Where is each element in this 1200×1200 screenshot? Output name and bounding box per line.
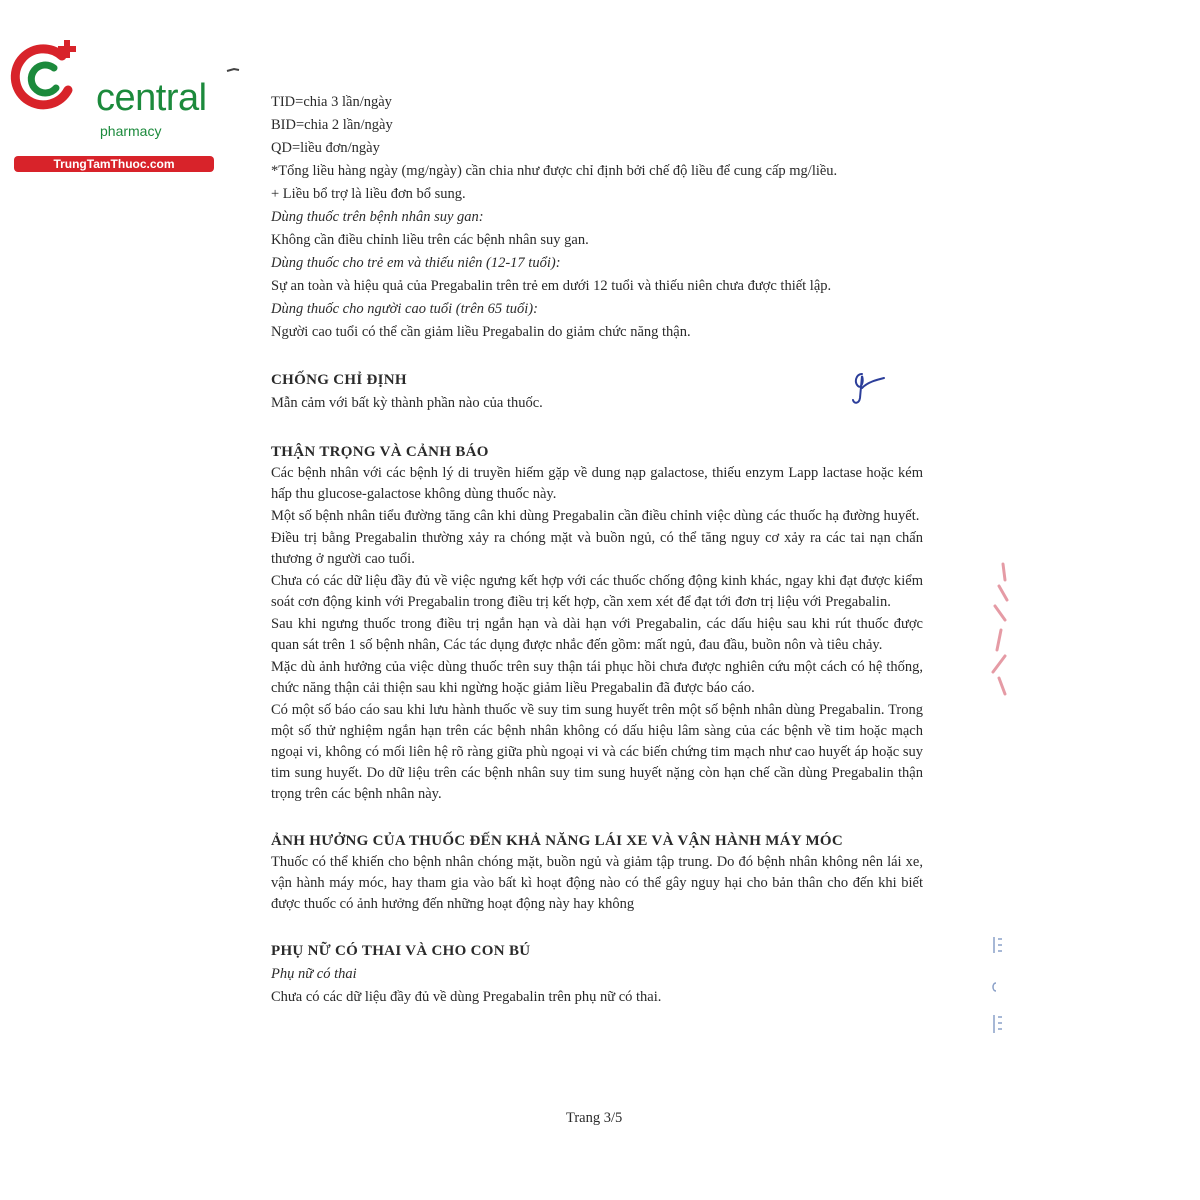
pregnancy-heading: PHỤ NỮ CÓ THAI VÀ CHO CON BÚ xyxy=(271,943,531,959)
children-text: Sự an toàn và hiệu quả của Pregabalin trên trẻ em dưới 12 tuổi và thiếu niên chưa được thiết lập. xyxy=(271,278,832,294)
warning-paragraph: Một số bệnh nhân tiểu đường tăng cân khi dùng Pregabalin cần điều chỉnh việc dùng các thuốc hạ đường huyết. xyxy=(271,508,920,524)
qd-line: QD=liều đơn/ngày xyxy=(271,140,380,156)
warning-paragraph: Chưa có các dữ liệu đầy đủ về việc ngưng kết hợp với các thuốc chống động kinh khác, ngay khi đạt được kiểm soát cơn động kinh với Pregabalin trong điều trị kết hợp, cần xem xét để đạt tới đơn trị liệu với Pregabalin. xyxy=(271,573,923,610)
warning-paragraph: Sau khi ngưng thuốc trong điều trị ngắn hạn và dài hạn với Pregabalin, các dấu hiệu sau khi rút thuốc được quan sát trên 1 số bệnh nhân, Các tác dụng được nhắc đến gồm: mất ngủ, đau đầu, buồn nôn và tiêu chảy. xyxy=(271,616,923,653)
brand-name: central xyxy=(96,77,207,119)
pregnancy-text: Chưa có các dữ liệu đầy đủ về dùng Pregabalin trên phụ nữ có thai. xyxy=(271,989,662,1005)
contraindications-heading: CHỐNG CHỈ ĐỊNH xyxy=(271,372,407,388)
signature-icon xyxy=(848,368,892,408)
pharmacy-logo xyxy=(10,38,220,171)
warning-paragraph: Có một số báo cáo sau khi lưu hành thuốc về suy tim sung huyết trên một số bệnh nhân dùng Pregabalin. Trong một số thử nghiệm ngắn hạn trên các bệnh nhân không có dấu hiệu lâm sàng của các bệnh về tim hoặc mạch ngoại vi, không có mối liên hệ rõ ràng giữa phù ngoại vi và các biến chứng tim mạch như cao huyết áp hoặc suy tim sung huyết. Do dữ liệu trên các bệnh nhân suy tim sung huyết nặng còn hạn chế cần dùng Pregabalin thận trọng trên các bệnh nhân này. xyxy=(271,702,923,802)
stamp-mark-icon xyxy=(975,560,1011,700)
elderly-text: Người cao tuổi có thể cần giảm liều Pregabalin do giảm chức năng thận. xyxy=(271,324,691,340)
driving-text: Thuốc có thể khiến cho bệnh nhân chóng mặt, buồn ngủ và giảm tập trung. Do đó bệnh nhân không nên lái xe, vận hành máy móc, hay tham gia vào bất kì hoạt động nào có thể gây nguy hại cho bản thân cho đến khi biết được thuốc có ảnh hưởng đến những hoạt động này hay không xyxy=(271,854,923,912)
supplement-dose-note: + Liều bổ trợ là liều đơn bổ sung. xyxy=(271,186,466,202)
driving-heading: ẢNH HƯỞNG CỦA THUỐC ĐẾN KHẢ NĂNG LÁI XE VÀ VẬN HÀNH MÁY MÓC xyxy=(271,833,844,849)
liver-text: Không cần điều chỉnh liều trên các bệnh nhân suy gan. xyxy=(271,232,589,248)
document-body xyxy=(271,92,923,1008)
scan-mark-icon xyxy=(226,66,240,74)
children-subheading: Dùng thuốc cho trẻ em và thiếu niên (12-17 tuổi): xyxy=(271,255,561,271)
bid-line: BID=chia 2 lần/ngày xyxy=(271,117,393,133)
warnings-heading: THẬN TRỌNG VÀ CẢNH BÁO xyxy=(271,444,489,460)
warning-paragraph: Điều trị bằng Pregabalin thường xảy ra chóng mặt và buồn ngủ, có thể tăng nguy cơ xảy ra các tai nạn chấn thương ở người cao tuổi. xyxy=(271,530,923,567)
warning-paragraph: Mặc dù ảnh hưởng của việc dùng thuốc trên suy thận tái phục hồi chưa được nghiên cứu một cách có hệ thống, chức năng thận cải thiện sau khi ngừng hoặc giảm liều Pregabalin đã được báo cáo. xyxy=(271,659,923,696)
central-pharmacy-logo-icon xyxy=(10,38,94,118)
liver-subheading: Dùng thuốc trên bệnh nhân suy gan: xyxy=(271,209,484,225)
total-dose-note: *Tổng liều hàng ngày (mg/ngày) cần chia như được chỉ định bởi chế độ liều để cung cấp mg/liều. xyxy=(271,163,838,179)
brand-subtitle: pharmacy xyxy=(100,123,162,139)
warning-paragraph: Các bệnh nhân với các bệnh lý di truyền hiếm gặp về dung nạp galactose, thiếu enzym Lapp lactase hoặc kém hấp thu glucose-galactose không dùng thuốc này. xyxy=(271,465,923,502)
pregnancy-subheading: Phụ nữ có thai xyxy=(271,966,357,982)
brand-url-banner: TrungTamThuoc.com xyxy=(14,156,214,172)
page-number: Trang 3/5 xyxy=(566,1110,623,1126)
contraindications-text: Mẫn cảm với bất kỳ thành phần nào của thuốc. xyxy=(271,395,543,411)
elderly-subheading: Dùng thuốc cho người cao tuổi (trên 65 tuổi): xyxy=(271,301,538,317)
margin-marks-icon xyxy=(990,935,1006,1045)
tid-line: TID=chia 3 lần/ngày xyxy=(271,94,392,110)
